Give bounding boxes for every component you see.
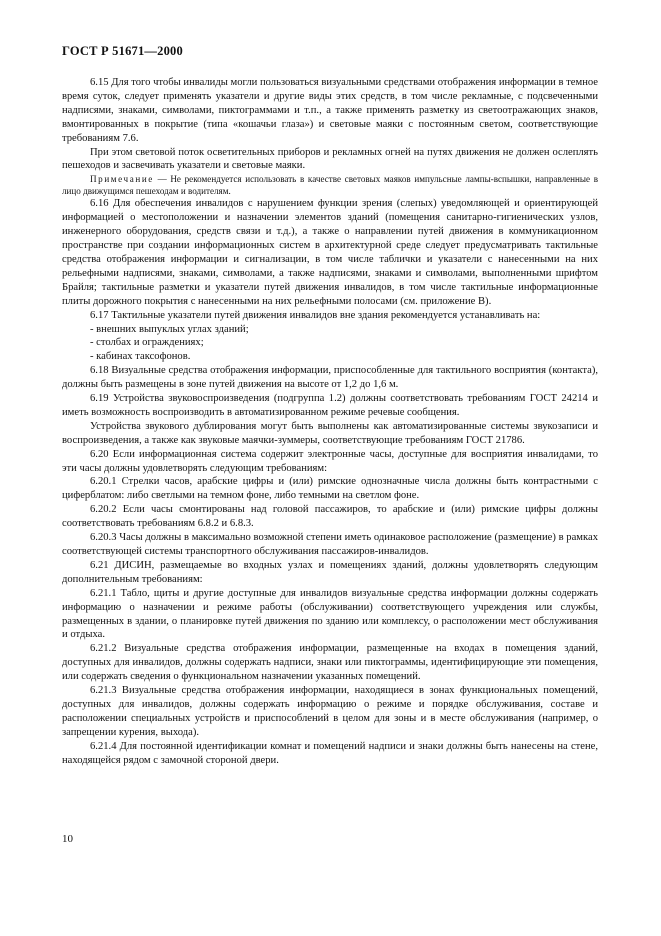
paragraph-6-21-1: 6.21.1 Табло, щиты и другие доступные для инвалидов визуальные средства информации должны содержать информацию о назначении и режиме работы (обслуживании) соответствующего учреждения или службы, размещенных в здании, о планировке путей движения по зданию или комплексу, о расположении мест обслуживания и отдыха. bbox=[62, 587, 598, 641]
paragraph-6-18: 6.18 Визуальные средства отображения информации, приспособленные для тактильного восприятия (контакта), должны быть размещены в зоне путей движения на высоте от 1,2 до 1,6 м. bbox=[62, 365, 598, 391]
list-item: - внешних выпуклых углах зданий; bbox=[90, 323, 249, 335]
paragraph-6-19-continued: Устройства звукового дублирования могут быть выполнены как автоматизированные системы звукозаписи и воспроизведения, а также как звуковые маячки-зуммеры, соответствующие требованиям ГОСТ 21786. bbox=[62, 420, 598, 446]
document-code-header: ГОСТ Р 51671—2000 bbox=[62, 44, 183, 58]
document-body bbox=[62, 76, 598, 768]
paragraph-6-20-1: 6.20.1 Стрелки часов, арабские цифры и (или) римские однозначные числа должны быть контрастными с циферблатом: либо светлыми на темном фоне, либо темными на светлом фоне. bbox=[62, 476, 598, 502]
paragraph-6-20-2: 6.20.2 Если часы смонтированы над головой пассажиров, то арабские и (или) римские цифры должны соответствовать требованиям 6.8.2 и 6.8.3. bbox=[62, 504, 598, 530]
note bbox=[62, 173, 598, 197]
paragraph-6-21: 6.21 ДИСИН, размещаемые во входных узлах и помещениях зданий, должны удовлетворять следующим дополнительным требованиям: bbox=[62, 559, 598, 585]
list-item: - кабинах таксофонов. bbox=[90, 351, 191, 363]
note-label: Примечание bbox=[90, 174, 154, 185]
paragraph-6-15-continued: При этом световой поток осветительных приборов и рекламных огней на путях движения не должен ослеплять пешеходов и засвечивать указатели и световые маяки. bbox=[62, 146, 598, 172]
note-text: — Не рекомендуется использовать в качестве световых маяков импульсные лампы-вспышки, направленные в лицо движущимся пешеходам и водителям. bbox=[62, 174, 598, 197]
paragraph-6-21-4: 6.21.4 Для постоянной идентификации комнат и помещений надписи и знаки должны быть нанесены на стене, находящейся рядом с замочной стороной двери. bbox=[62, 740, 598, 766]
paragraph-6-20-3: 6.20.3 Часы должны в максимально возможной степени иметь одинаковое расположение (размещение) в рамках соответствующей системы транспортного обслуживания пассажиров-инвалидов. bbox=[62, 532, 598, 557]
paragraph-6-19: 6.19 Устройства звуковоспроизведения (подгруппа 1.2) должны соответствовать требованиям ГОСТ 24214 и иметь возможность воспроизводить в автоматизированном режиме речевые сообщения. bbox=[62, 393, 598, 418]
paragraph-6-16: 6.16 Для обеспечения инвалидов с нарушением функции зрения (слепых) уведомляющей и ориентирующей информацией о местоположении и назначении элементов зданий (помещения санитарно-гигиенических узлов, инженерного оборудования, средств связи и т.д.), а также о направлении путей движения в коммуникационном пространстве при создании информационных систем в архитектурной среде следует предусматривать тактильные средства отображения информации и сигнализации, в том числе таблички и указатели с нанесенными на них рельефными надписями, знаками, символами, а также надписями, знаками и символами, выполненными шрифтом Брайля; тактильные разметки и указатели путей движения инвалидов, в том числе тактильные информационные плиты дорожного покрытия с нанесенными на них рельефными полосами (см. приложение В). bbox=[62, 198, 598, 307]
paragraph-6-21-3: 6.21.3 Визуальные средства отображения информации, находящиеся в зонах функциональных помещений, доступных для инвалидов, должны содержать информацию о режиме и порядке обслуживания, составе и расположении специальных устройств и приспособлений в целом для зоны и в месте обслуживания (например, о запрещении курения, выхода). bbox=[62, 685, 598, 738]
paragraph-6-20: 6.20 Если информационная система содержит электронные часы, доступные для восприятия инвалидами, то эти часы должны удовлетворять следующим требованиям: bbox=[62, 448, 598, 474]
page-number: 10 bbox=[62, 833, 73, 845]
paragraph-6-17: 6.17 Тактильные указатели путей движения инвалидов вне здания рекомендуется устанавливать на: bbox=[90, 309, 541, 321]
paragraph-6-21-2: 6.21.2 Визуальные средства отображения информации, размещенные на входах в помещения зданий, доступных для инвалидов, должны содержать надписи, знаки или пиктограммы, идентифицирующие эти помещения, или содержать сведения о функциональном назначении указанных помещений. bbox=[62, 643, 598, 683]
list-item: - столбах и ограждениях; bbox=[90, 337, 204, 349]
paragraph-6-15: 6.15 Для того чтобы инвалиды могли пользоваться визуальными средствами отображения информации в темное время суток, следует применять указатели и другие виды этих средств, в том числе рекламные, с подсвеченными надписями, знаками, символами, пиктограммами и т.п., а также применять разметку из светоотражающих знаков, вмонтированных в покрытие (типа «кошачьи глаза») и световые маяки с постоянным светом, соответствующие требованиям 7.6. bbox=[62, 77, 598, 144]
